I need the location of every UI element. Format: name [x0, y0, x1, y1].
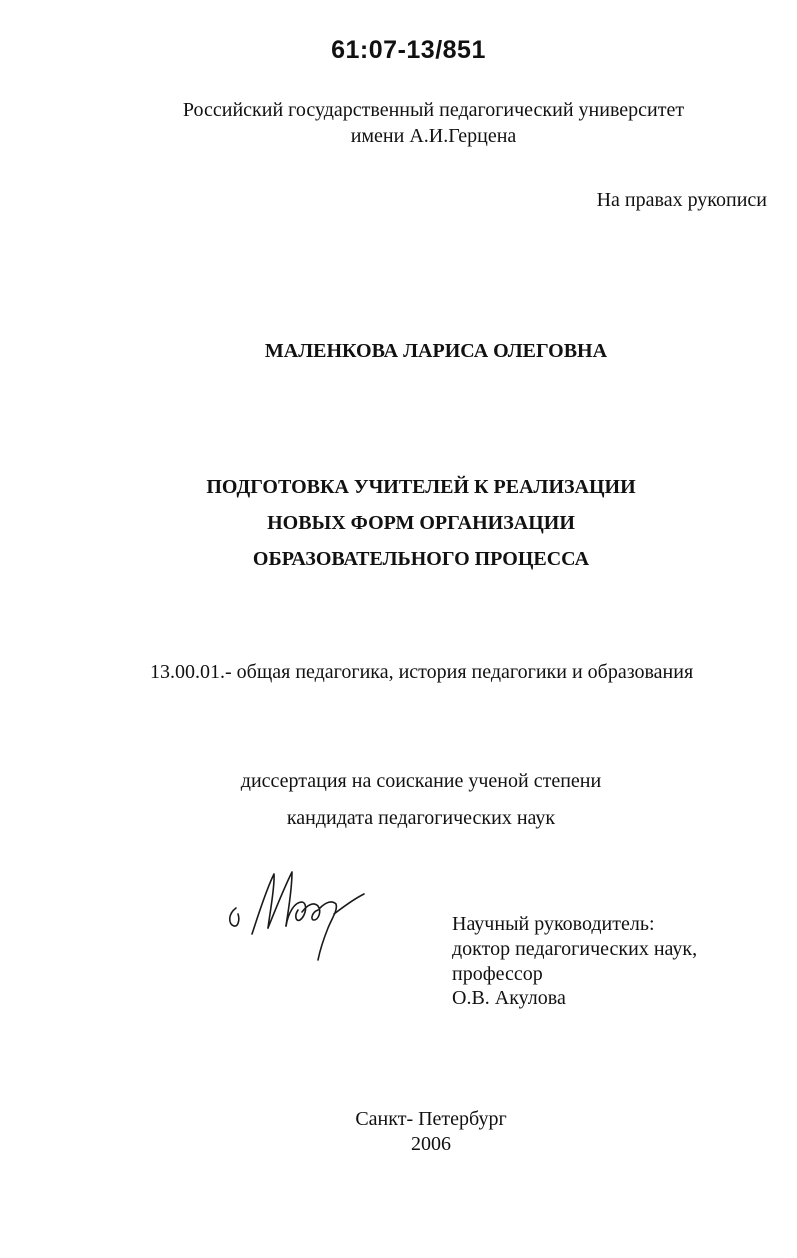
thesis-title-line1: ПОДГОТОВКА УЧИТЕЛЕЙ К РЕАЛИЗАЦИИ — [206, 476, 636, 498]
supervisor-degree: доктор педагогических наук, — [452, 938, 698, 960]
manuscript-rights-note: На правах рукописи — [596, 189, 767, 211]
author-name: МАЛЕНКОВА ЛАРИСА ОЛЕГОВНА — [264, 340, 608, 362]
supervisor-rank: профессор — [452, 963, 543, 985]
year: 2006 — [411, 1133, 451, 1155]
supervisor-name: О.В. Акулова — [452, 987, 566, 1009]
document-code: 61:07-13/851 — [331, 36, 486, 64]
specialty-code: 13.00.01.- общая педагогика, история педагогики и образования — [150, 661, 694, 683]
university-name-line2: имени А.И.Герцена — [350, 125, 517, 147]
university-name-line1: Российский государственный педагогический университет — [182, 99, 685, 121]
thesis-title-line3: ОБРАЗОВАТЕЛЬНОГО ПРОЦЕССА — [252, 548, 590, 570]
degree-line1: диссертация на соискание ученой степени — [240, 770, 602, 792]
handwritten-signature — [222, 856, 372, 966]
thesis-title-line2: НОВЫХ ФОРМ ОРГАНИЗАЦИИ — [267, 512, 575, 534]
city: Санкт- Петербург — [355, 1108, 507, 1130]
degree-line2: кандидата педагогических наук — [286, 807, 556, 829]
supervisor-label: Научный руководитель: — [452, 913, 655, 935]
